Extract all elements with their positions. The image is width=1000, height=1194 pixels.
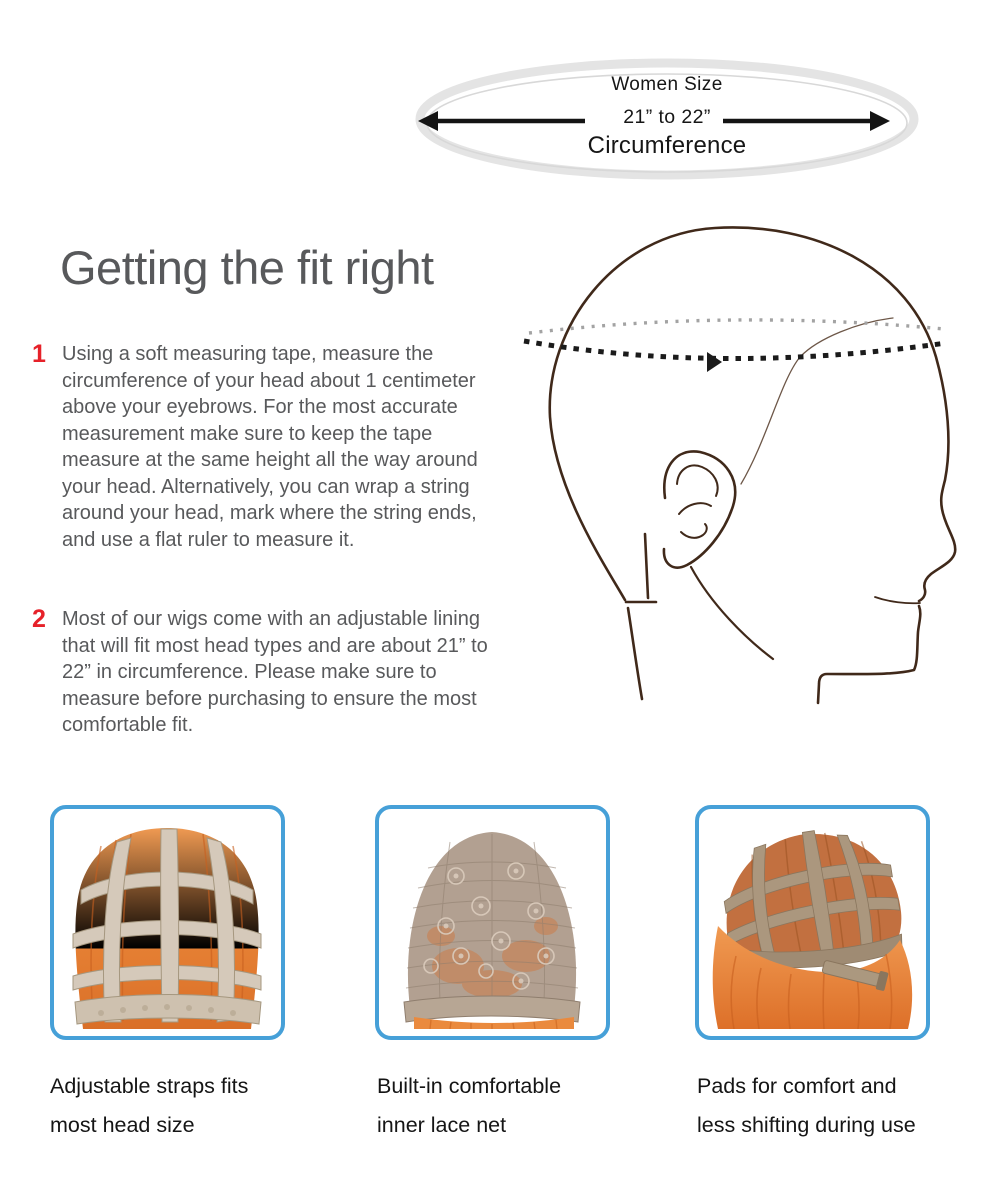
feature-card-pads (695, 805, 930, 1040)
feature-card-lace (375, 805, 610, 1040)
size-audience-label: Women Size (611, 74, 723, 95)
wig-cap-back-straps-image (61, 816, 274, 1029)
wig-cap-side-view-image (706, 816, 919, 1029)
step-number: 1 (32, 340, 46, 368)
step-text: Using a soft measuring tape, measure the circumference of your head about 1 centimeter above your eyebrows. For the most accurate measurement make sure to keep the tape measure at the same height all the way around your head. Alternatively, you can wrap a string around your head, mark where the string ends, and use a flat ruler to measure it. (62, 343, 478, 551)
size-range-label: 21” to 22” (623, 106, 711, 128)
feature-caption: Adjustable straps fits most head size (50, 1074, 249, 1137)
fit-instructions (32, 341, 512, 739)
wig-cap-inner-lace-image (386, 816, 599, 1029)
feature-caption: Pads for comfort and less shifting during use (697, 1074, 916, 1137)
feature-card-straps (50, 805, 285, 1040)
step-text: Most of our wigs come with an adjustable lining that will fit most head types and are about 21” to 22” in circumference. Please make sure to measure before purchasing to ensure the most comfortable fit. (62, 608, 488, 736)
measuring-band-graphic (524, 320, 946, 372)
page-title: Getting the fit right (60, 241, 434, 294)
instruction-step-2 (32, 606, 512, 739)
step-number: 2 (32, 605, 46, 633)
feature-caption: Built-in comfortable inner lace net (377, 1074, 562, 1137)
instruction-step-1 (32, 341, 512, 553)
head-measurement-illustration (515, 222, 980, 750)
circumference-label: Circumference (587, 132, 747, 159)
